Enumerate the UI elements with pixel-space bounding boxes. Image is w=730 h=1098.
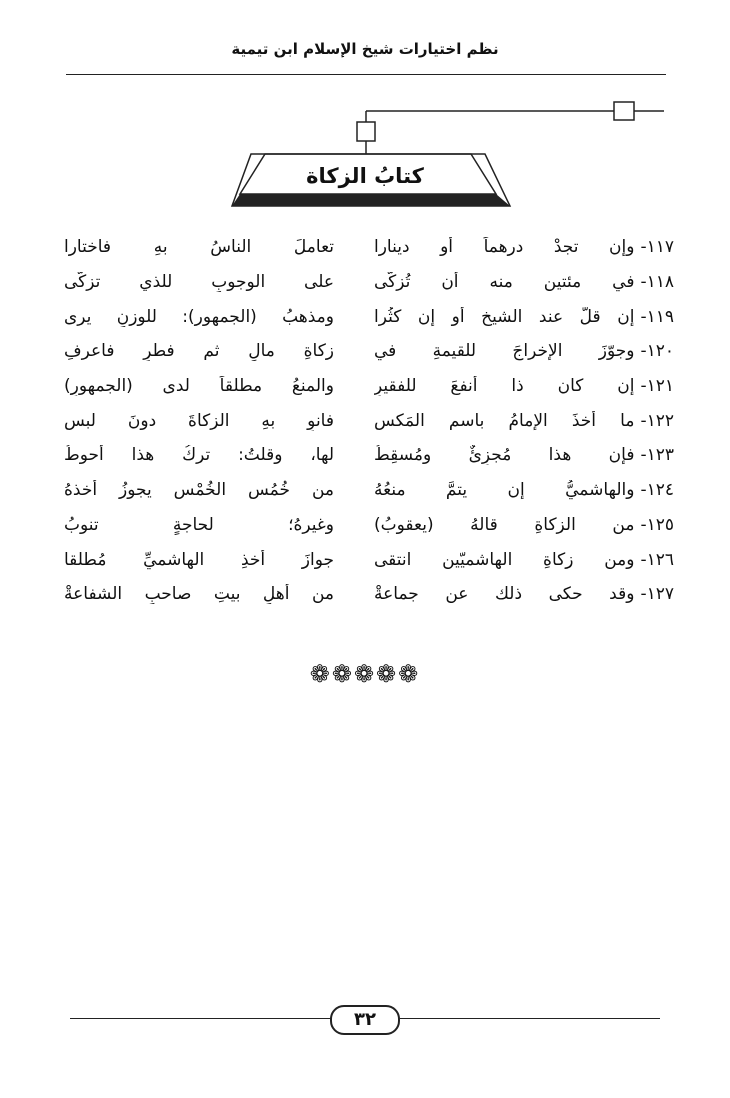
- hemistich-right: [374, 237, 674, 257]
- hemistich-left: ومذهبُ (الجمهور): للوزنِ يرى: [64, 306, 334, 327]
- chapter-title: كتابُ الزكاة: [306, 164, 424, 188]
- hemistich-right: [374, 550, 674, 570]
- hemistich-right: [374, 376, 674, 396]
- hemistich-left: وغيرهُ؛ لحاجةٍ تنوبُ: [64, 514, 334, 535]
- verse-number: ١٢٧-: [640, 584, 674, 605]
- hemistich-right: [374, 341, 674, 361]
- section-end-stars: ❁❁❁❁❁: [309, 660, 421, 688]
- hemistich-text: والهاشميُّ إن يتمَّ منعُهُ: [374, 480, 635, 501]
- hemistich-text: ما أخذَ الإمامُ باسمِ المَكسِ: [374, 410, 635, 431]
- verse-row: [64, 265, 674, 300]
- hemistich-text: إن كان ذا أنفعَ للفقيرِ: [374, 376, 635, 397]
- hemistich-left: جوازَ أخذِ الهاشميِّ مُطلقا: [64, 549, 334, 570]
- verse-row: [64, 334, 674, 369]
- verse-row: [64, 508, 674, 543]
- verse-number: ١٢٥-: [640, 514, 674, 535]
- hemistich-right: [374, 411, 674, 431]
- hemistich-left: فانوِ بهِ الزكاةَ دونَ لبسِ: [64, 410, 334, 431]
- verse-number: ١٢٢-: [640, 410, 674, 431]
- verse-row: [64, 230, 674, 265]
- hemistich-left: تعاملَ الناسُ بهِ فاختارا: [64, 237, 334, 258]
- running-header-title: نظم اختيارات شيخ الإسلام ابن تيمية: [231, 40, 499, 58]
- verse-row: [64, 577, 674, 612]
- hemistich-right: [374, 445, 674, 465]
- hemistich-right: [374, 515, 674, 535]
- verse-row: [64, 369, 674, 404]
- verse-row: [64, 438, 674, 473]
- hemistich-right: [374, 272, 674, 292]
- hemistich-text: من الزكاةِ قالهُ (يعقوبُ): [374, 514, 635, 535]
- verse-row: [64, 403, 674, 438]
- connector-square-right: [614, 102, 634, 120]
- hemistich-left: زكاةِ مالٍ ثم فطرٍ فاعرفِ: [64, 341, 334, 362]
- footer-rule-left: [70, 1018, 332, 1019]
- verse-number: ١١٧-: [640, 237, 674, 258]
- hemistich-left: من خُمُسِ الخُمْسِ يجوزُ أخذهُ: [64, 480, 334, 501]
- hemistich-right: [374, 584, 674, 604]
- hemistich-text: في مئتين منه أن تُزكّى: [374, 272, 635, 293]
- verse-number: ١٢١-: [640, 376, 674, 397]
- verse-number: ١٢٣-: [640, 445, 674, 466]
- hemistich-left: لها، وقلتُ: تركُ هذا أحوطُ: [64, 445, 334, 466]
- verse-number: ١١٨-: [640, 272, 674, 293]
- hemistich-text: فإن هذا مُجزِئٌ ومُسقِطُ: [374, 445, 635, 466]
- footer-rule-right: [398, 1018, 660, 1019]
- title-trapezoid-shadow: [232, 194, 510, 206]
- page-number: ٣٢: [330, 1005, 400, 1035]
- hemistich-left: من أهلِ بيتِ صاحبِ الشفاعةْ: [64, 584, 334, 605]
- hemistich-text: وقد حكى ذلك عن جماعةْ: [374, 584, 635, 605]
- hemistich-right: [374, 480, 674, 500]
- hemistich-text: ومن زكاةِ الهاشميّين انتقى: [374, 549, 635, 570]
- verse-row: [64, 473, 674, 508]
- connector-square-top: [357, 122, 375, 141]
- hemistich-text: إن قلّ عند الشيخِ أو إن كثُرا: [374, 306, 635, 327]
- hemistich-left: والمنعُ مطلقاً لدى (الجمهورِ): [64, 376, 334, 397]
- verse-row: [64, 299, 674, 334]
- chapter-title-frame: [0, 0, 730, 240]
- verse-row: [64, 542, 674, 577]
- hemistich-right: [374, 307, 674, 327]
- verse-number: ١٢٦-: [640, 549, 674, 570]
- hemistich-text: وجوّزَ الإخراجَ للقيمةِ في: [374, 341, 635, 362]
- hemistich-text: وإن تجدْ درهماً أو دينارا: [374, 237, 635, 258]
- hemistich-left: على الوجوبِ للذي تزكّى: [64, 272, 334, 293]
- verse-number: ١١٩-: [640, 306, 674, 327]
- verse-number: ١٢٤-: [640, 480, 674, 501]
- poem-verses: [64, 230, 674, 612]
- verse-number: ١٢٠-: [640, 341, 674, 362]
